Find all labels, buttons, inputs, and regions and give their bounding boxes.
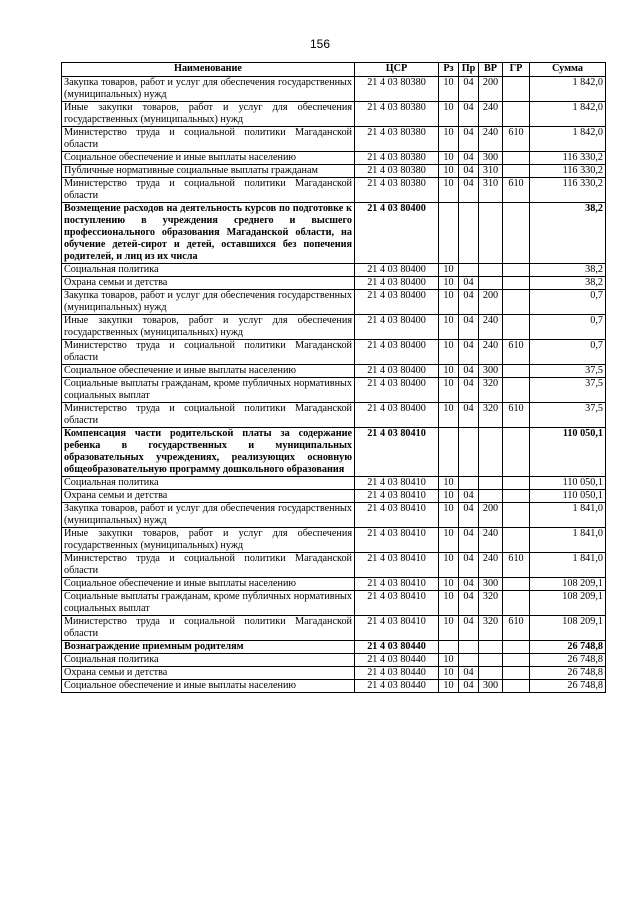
row-gr-cell — [503, 503, 530, 528]
row-pr-cell: 04 — [459, 365, 479, 378]
table-row — [62, 290, 606, 315]
row-rz-cell: 10 — [439, 77, 459, 102]
row-csr-cell: 21 4 03 80380 — [355, 77, 439, 102]
row-csr-cell: 21 4 03 80410 — [355, 616, 439, 641]
row-csr-cell: 21 4 03 80410 — [355, 591, 439, 616]
row-vr-cell: 300 — [479, 152, 503, 165]
row-gr-cell — [503, 102, 530, 127]
row-gr-cell — [503, 152, 530, 165]
row-csr-cell: 21 4 03 80400 — [355, 403, 439, 428]
row-name-cell: Министерство труда и социальной политики Магаданской области — [62, 127, 355, 152]
header-sum: Сумма — [530, 63, 606, 77]
row-pr-cell: 04 — [459, 340, 479, 365]
row-name-cell: Социальное обеспечение и иные выплаты населению — [62, 680, 355, 693]
table-row — [62, 616, 606, 641]
row-name-cell: Публичные нормативные социальные выплаты гражданам — [62, 165, 355, 178]
table-row — [62, 165, 606, 178]
row-sum-cell: 1 841,0 — [530, 528, 606, 553]
row-sum-cell: 0,7 — [530, 315, 606, 340]
header-rz: Рз — [439, 63, 459, 77]
row-sum-cell: 1 842,0 — [530, 102, 606, 127]
row-rz-cell: 10 — [439, 490, 459, 503]
row-vr-cell: 300 — [479, 680, 503, 693]
row-sum-cell: 110 050,1 — [530, 428, 606, 477]
row-pr-cell: 04 — [459, 152, 479, 165]
row-vr-cell — [479, 428, 503, 477]
row-csr-cell: 21 4 03 80410 — [355, 490, 439, 503]
row-name-cell: Министерство труда и социальной политики Магаданской области — [62, 616, 355, 641]
row-pr-cell: 04 — [459, 616, 479, 641]
row-name-cell: Социальное обеспечение и иные выплаты населению — [62, 578, 355, 591]
row-vr-cell: 300 — [479, 365, 503, 378]
table-row — [62, 340, 606, 365]
row-pr-cell: 04 — [459, 503, 479, 528]
row-pr-cell: 04 — [459, 290, 479, 315]
row-sum-cell: 108 209,1 — [530, 578, 606, 591]
row-pr-cell: 04 — [459, 578, 479, 591]
table-row — [62, 102, 606, 127]
row-rz-cell: 10 — [439, 102, 459, 127]
row-sum-cell: 116 330,2 — [530, 165, 606, 178]
table-row — [62, 77, 606, 102]
row-csr-cell: 21 4 03 80380 — [355, 152, 439, 165]
row-name-cell: Компенсация части родительской платы за содержание ребенка в государственных и муниципальных образовательных учреждениях, реализующих основную общеобразовательную программу дошкольного образования — [62, 428, 355, 477]
row-rz-cell: 10 — [439, 178, 459, 203]
row-rz-cell: 10 — [439, 365, 459, 378]
row-name-cell: Социальное обеспечение и иные выплаты населению — [62, 365, 355, 378]
row-pr-cell: 04 — [459, 667, 479, 680]
row-pr-cell: 04 — [459, 127, 479, 152]
row-name-cell: Закупка товаров, работ и услуг для обеспечения государственных (муниципальных) нужд — [62, 290, 355, 315]
table-row — [62, 403, 606, 428]
row-gr-cell — [503, 264, 530, 277]
row-rz-cell: 10 — [439, 578, 459, 591]
row-csr-cell: 21 4 03 80440 — [355, 680, 439, 693]
row-gr-cell: 610 — [503, 553, 530, 578]
row-gr-cell — [503, 378, 530, 403]
row-pr-cell — [459, 654, 479, 667]
row-pr-cell: 04 — [459, 528, 479, 553]
header-pr: Пр — [459, 63, 479, 77]
row-csr-cell: 21 4 03 80400 — [355, 340, 439, 365]
row-name-cell: Охрана семьи и детства — [62, 490, 355, 503]
table-row — [62, 641, 606, 654]
row-pr-cell — [459, 264, 479, 277]
row-rz-cell — [439, 203, 459, 264]
row-csr-cell: 21 4 03 80410 — [355, 578, 439, 591]
row-rz-cell: 10 — [439, 654, 459, 667]
row-name-cell: Социальное обеспечение и иные выплаты населению — [62, 152, 355, 165]
row-name-cell: Социальная политика — [62, 654, 355, 667]
row-gr-cell: 610 — [503, 178, 530, 203]
row-sum-cell: 1 842,0 — [530, 77, 606, 102]
row-pr-cell: 04 — [459, 403, 479, 428]
table-row — [62, 127, 606, 152]
row-sum-cell: 26 748,8 — [530, 641, 606, 654]
row-gr-cell — [503, 277, 530, 290]
row-gr-cell: 610 — [503, 340, 530, 365]
row-pr-cell: 04 — [459, 77, 479, 102]
header-name: Наименование — [62, 63, 355, 77]
row-csr-cell: 21 4 03 80400 — [355, 203, 439, 264]
row-csr-cell: 21 4 03 80380 — [355, 102, 439, 127]
row-name-cell: Социальная политика — [62, 477, 355, 490]
row-rz-cell: 10 — [439, 127, 459, 152]
row-vr-cell: 320 — [479, 591, 503, 616]
row-gr-cell — [503, 654, 530, 667]
row-rz-cell: 10 — [439, 591, 459, 616]
row-rz-cell: 10 — [439, 315, 459, 340]
row-csr-cell: 21 4 03 80400 — [355, 264, 439, 277]
row-name-cell: Охрана семьи и детства — [62, 667, 355, 680]
row-name-cell: Министерство труда и социальной политики Магаданской области — [62, 403, 355, 428]
row-pr-cell: 04 — [459, 277, 479, 290]
row-sum-cell: 1 841,0 — [530, 553, 606, 578]
row-gr-cell — [503, 290, 530, 315]
row-rz-cell: 10 — [439, 553, 459, 578]
row-sum-cell: 26 748,8 — [530, 680, 606, 693]
row-sum-cell: 37,5 — [530, 378, 606, 403]
row-gr-cell — [503, 315, 530, 340]
row-vr-cell: 320 — [479, 378, 503, 403]
row-gr-cell: 610 — [503, 127, 530, 152]
row-sum-cell: 1 842,0 — [530, 127, 606, 152]
table-row — [62, 591, 606, 616]
row-name-cell: Возмещение расходов на деятельность курсов по подготовке к поступлению в учреждения среднего и высшего профессионального образования Магаданской области, на обучение детей-сирот и детей, оставшихся без попечения родителей, и лиц из их числа — [62, 203, 355, 264]
row-sum-cell: 26 748,8 — [530, 654, 606, 667]
row-gr-cell: 610 — [503, 616, 530, 641]
row-pr-cell: 04 — [459, 490, 479, 503]
row-sum-cell: 110 050,1 — [530, 490, 606, 503]
row-rz-cell: 10 — [439, 680, 459, 693]
row-pr-cell: 04 — [459, 102, 479, 127]
table-row — [62, 578, 606, 591]
row-rz-cell: 10 — [439, 264, 459, 277]
row-vr-cell: 310 — [479, 178, 503, 203]
row-rz-cell: 10 — [439, 340, 459, 365]
row-vr-cell: 200 — [479, 503, 503, 528]
row-csr-cell: 21 4 03 80410 — [355, 428, 439, 477]
row-sum-cell: 116 330,2 — [530, 178, 606, 203]
row-sum-cell: 38,2 — [530, 203, 606, 264]
row-vr-cell: 310 — [479, 165, 503, 178]
table-row — [62, 378, 606, 403]
table-row — [62, 528, 606, 553]
row-sum-cell: 0,7 — [530, 290, 606, 315]
row-csr-cell: 21 4 03 80410 — [355, 553, 439, 578]
row-name-cell: Социальная политика — [62, 264, 355, 277]
row-name-cell: Охрана семьи и детства — [62, 277, 355, 290]
table-row — [62, 654, 606, 667]
row-vr-cell: 320 — [479, 403, 503, 428]
row-rz-cell: 10 — [439, 667, 459, 680]
row-vr-cell: 240 — [479, 528, 503, 553]
table-row — [62, 680, 606, 693]
row-vr-cell: 240 — [479, 102, 503, 127]
row-gr-cell — [503, 591, 530, 616]
row-name-cell: Министерство труда и социальной политики Магаданской области — [62, 553, 355, 578]
row-vr-cell — [479, 667, 503, 680]
row-name-cell: Министерство труда и социальной политики Магаданской области — [62, 340, 355, 365]
row-pr-cell: 04 — [459, 165, 479, 178]
table-row — [62, 315, 606, 340]
row-vr-cell: 240 — [479, 553, 503, 578]
row-pr-cell — [459, 477, 479, 490]
row-pr-cell: 04 — [459, 680, 479, 693]
row-pr-cell: 04 — [459, 178, 479, 203]
row-rz-cell: 10 — [439, 616, 459, 641]
row-gr-cell: 610 — [503, 403, 530, 428]
row-gr-cell — [503, 641, 530, 654]
row-name-cell: Закупка товаров, работ и услуг для обеспечения государственных (муниципальных) нужд — [62, 77, 355, 102]
row-gr-cell — [503, 428, 530, 477]
row-sum-cell: 26 748,8 — [530, 667, 606, 680]
row-pr-cell — [459, 428, 479, 477]
row-name-cell: Иные закупки товаров, работ и услуг для обеспечения государственных (муниципальных) нужд — [62, 528, 355, 553]
table-row — [62, 203, 606, 264]
budget-table — [61, 62, 606, 693]
row-pr-cell — [459, 641, 479, 654]
row-name-cell: Вознаграждение приемным родителям — [62, 641, 355, 654]
row-gr-cell — [503, 667, 530, 680]
row-rz-cell: 10 — [439, 290, 459, 315]
row-csr-cell: 21 4 03 80380 — [355, 178, 439, 203]
row-rz-cell: 10 — [439, 165, 459, 178]
table-row — [62, 152, 606, 165]
row-csr-cell: 21 4 03 80400 — [355, 378, 439, 403]
row-rz-cell: 10 — [439, 403, 459, 428]
table-body — [62, 77, 606, 693]
row-vr-cell — [479, 277, 503, 290]
row-csr-cell: 21 4 03 80410 — [355, 503, 439, 528]
row-vr-cell — [479, 654, 503, 667]
row-sum-cell: 110 050,1 — [530, 477, 606, 490]
row-csr-cell: 21 4 03 80400 — [355, 277, 439, 290]
row-pr-cell — [459, 203, 479, 264]
row-csr-cell: 21 4 03 80400 — [355, 315, 439, 340]
row-vr-cell: 200 — [479, 77, 503, 102]
row-name-cell: Социальные выплаты гражданам, кроме публичных нормативных социальных выплат — [62, 591, 355, 616]
table-row — [62, 667, 606, 680]
row-rz-cell: 10 — [439, 152, 459, 165]
header-csr: ЦСР — [355, 63, 439, 77]
row-csr-cell: 21 4 03 80380 — [355, 165, 439, 178]
row-pr-cell: 04 — [459, 378, 479, 403]
row-rz-cell: 10 — [439, 277, 459, 290]
row-pr-cell: 04 — [459, 591, 479, 616]
row-gr-cell — [503, 165, 530, 178]
row-vr-cell: 300 — [479, 578, 503, 591]
table-row — [62, 428, 606, 477]
row-sum-cell: 37,5 — [530, 365, 606, 378]
row-pr-cell: 04 — [459, 315, 479, 340]
table-row — [62, 477, 606, 490]
row-csr-cell: 21 4 03 80410 — [355, 528, 439, 553]
page-number: 156 — [309, 37, 331, 51]
row-vr-cell: 240 — [479, 127, 503, 152]
row-rz-cell: 10 — [439, 378, 459, 403]
row-vr-cell: 320 — [479, 616, 503, 641]
row-gr-cell — [503, 490, 530, 503]
row-sum-cell: 38,2 — [530, 277, 606, 290]
row-rz-cell: 10 — [439, 503, 459, 528]
row-name-cell: Иные закупки товаров, работ и услуг для обеспечения государственных (муниципальных) нужд — [62, 315, 355, 340]
row-rz-cell — [439, 428, 459, 477]
row-name-cell: Иные закупки товаров, работ и услуг для обеспечения государственных (муниципальных) нужд — [62, 102, 355, 127]
row-csr-cell: 21 4 03 80400 — [355, 365, 439, 378]
row-sum-cell: 116 330,2 — [530, 152, 606, 165]
row-sum-cell: 108 209,1 — [530, 616, 606, 641]
row-vr-cell: 200 — [479, 290, 503, 315]
row-csr-cell: 21 4 03 80440 — [355, 667, 439, 680]
row-rz-cell: 10 — [439, 477, 459, 490]
row-vr-cell — [479, 641, 503, 654]
row-vr-cell: 240 — [479, 315, 503, 340]
row-rz-cell: 10 — [439, 528, 459, 553]
row-vr-cell — [479, 203, 503, 264]
row-gr-cell — [503, 578, 530, 591]
row-gr-cell — [503, 365, 530, 378]
row-vr-cell: 240 — [479, 340, 503, 365]
table-row — [62, 277, 606, 290]
row-csr-cell: 21 4 03 80440 — [355, 641, 439, 654]
row-vr-cell — [479, 264, 503, 277]
header-vr: ВР — [479, 63, 503, 77]
row-gr-cell — [503, 477, 530, 490]
table-row — [62, 553, 606, 578]
row-sum-cell: 0,7 — [530, 340, 606, 365]
row-sum-cell: 38,2 — [530, 264, 606, 277]
table-row — [62, 490, 606, 503]
table-row — [62, 264, 606, 277]
table-header-row — [62, 63, 606, 77]
row-pr-cell: 04 — [459, 553, 479, 578]
row-name-cell: Социальные выплаты гражданам, кроме публичных нормативных социальных выплат — [62, 378, 355, 403]
row-csr-cell: 21 4 03 80440 — [355, 654, 439, 667]
row-sum-cell: 108 209,1 — [530, 591, 606, 616]
header-gr: ГР — [503, 63, 530, 77]
row-vr-cell — [479, 477, 503, 490]
row-gr-cell — [503, 528, 530, 553]
row-csr-cell: 21 4 03 80410 — [355, 477, 439, 490]
row-name-cell: Закупка товаров, работ и услуг для обеспечения государственных (муниципальных) нужд — [62, 503, 355, 528]
table-row — [62, 365, 606, 378]
row-rz-cell — [439, 641, 459, 654]
row-vr-cell — [479, 490, 503, 503]
table-row — [62, 503, 606, 528]
row-name-cell: Министерство труда и социальной политики Магаданской области — [62, 178, 355, 203]
row-sum-cell: 37,5 — [530, 403, 606, 428]
table-row — [62, 178, 606, 203]
row-sum-cell: 1 841,0 — [530, 503, 606, 528]
row-csr-cell: 21 4 03 80400 — [355, 290, 439, 315]
row-gr-cell — [503, 680, 530, 693]
row-gr-cell — [503, 77, 530, 102]
row-csr-cell: 21 4 03 80380 — [355, 127, 439, 152]
row-gr-cell — [503, 203, 530, 264]
